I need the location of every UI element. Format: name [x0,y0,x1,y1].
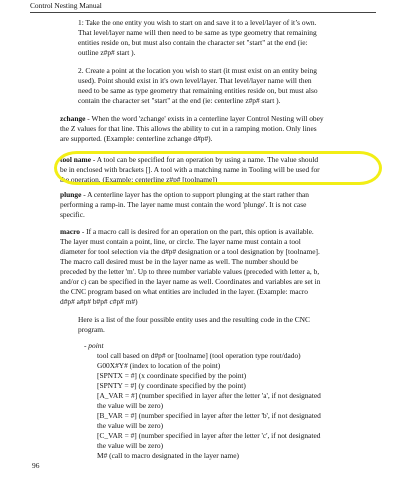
code-line: the value will be zero) [97,401,164,410]
text-line: 2. Create a point at the location you wish to start (it must exist on an entity being [78,66,317,75]
text-line: need to be same as type geometry that remaining entities reside on, but must also [78,86,318,95]
text-line: performing a ramp-in. The layer name must contain the word 'plunge'. It is not case [60,200,307,209]
code-line: M# (call to macro designated in the layer name) [97,451,240,460]
code-line: [B_VAR = #] (number specified in layer after the letter 'b', if not designated [97,411,321,420]
text-line: and/or c) can be specified in the layer name as well. Coordinates and variables are set in [60,277,321,286]
running-header: Control Nesting Manual [30,1,102,10]
code-line: [SPNTX = #] (x coordinate specified by the point) [97,371,247,380]
text-line: The macro call desired must be in the layer name as well. The number should be [60,257,298,266]
text-line: d#p# a#p# b#p# c#p# m#) [60,297,138,306]
text-line: That level/layer name will then need to be same as type geometry that remaining [78,28,317,37]
text-line: macro - If a macro call is desired for an operation on the part, this option is available. [60,227,314,236]
text-line: zchange - When the word 'zchange' exists in a centerline layer Control Nesting will obey [60,114,324,123]
code-line: [A_VAR = #] (number specified in layer after the letter 'a', if not designated [97,391,321,400]
term-label: plunge [60,190,82,199]
header-rule [30,12,376,13]
text-line: Here is a list of the four possible entity uses and the resulting code in the CNC [78,315,310,324]
code-line: G00X#Y# (index to location of the point) [97,361,221,370]
text-line: entities reside on, but must also contain the character set "start" at the end (ie: [78,38,308,47]
page-number: 96 [32,461,40,470]
text-line: diameter for tool selection via the d#p# designation or a tool designation by [toolname]. [60,247,320,256]
text-line: specific. [60,210,85,219]
text-line: program. [78,325,105,334]
text-line: the Z values for that line. This allows the ability to cut in a ramping motion. Only lines [60,124,317,133]
text-line: tool name - A tool can be specified for an operation by using a name. The value should [60,155,319,164]
point-heading: - point [84,341,104,350]
code-line: [C_VAR = #] (number specified in layer after the letter 'c', if not designated [97,431,321,440]
text-line: used). Point should exist in it's own level/layer. That level/layer name will then [78,76,312,85]
code-line: tool call based on d#p# or [toolname] (tool operation type rout/dado) [97,351,301,360]
text-line: contain the character set "start" at the end (ie: centerline z#p# start ). [78,96,281,105]
code-line: the value will be zero) [97,421,164,430]
text-line: are supported. (Example: centerline zchange d#p#). [60,134,213,143]
text-line: the operation. (Example: centerline z#p# [toolname]) [60,175,218,184]
text-line: be in enclosed with brackets []. A tool with a matching name in Tooling will be used for [60,165,320,174]
text-line: preceded by the letter 'm'. Up to three number variable values (preceded with letter a, b, [60,267,320,276]
term-label: macro [60,227,80,236]
text-line: outline z#p# start ). [78,48,136,57]
text-line: plunge - A centerline layer has the option to support plunging at the start rather than [60,190,309,199]
text-line: 1: Take the one entity you wish to start on and save it to a level/layer of it’s own. [78,18,317,27]
term-label: tool name [60,155,91,164]
text-line: The layer must contain a point, line, or circle. The layer name must contain a tool [60,237,301,246]
code-line: [SPNTY = #] (y coordinate specified by the point) [97,381,246,390]
code-line: the value will be zero) [97,441,164,450]
text-line: the CNC program based on what entities are included in the layer. (Example: macro [60,287,308,296]
term-label: zchange [60,114,86,123]
